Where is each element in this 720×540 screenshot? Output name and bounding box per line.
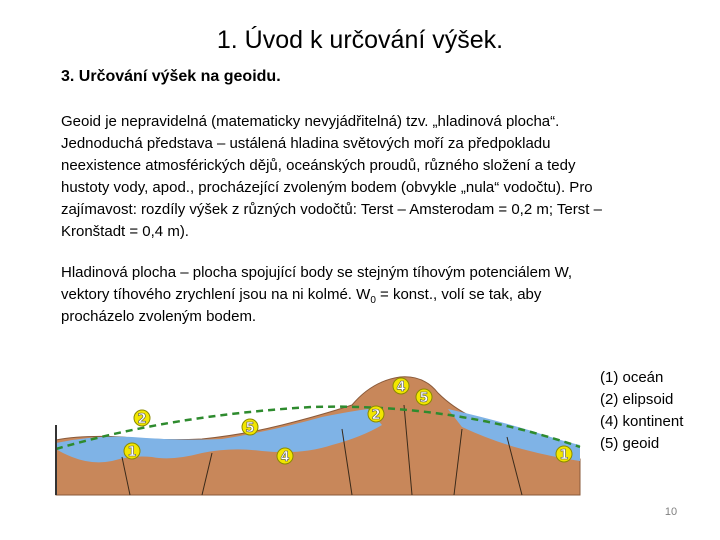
legend-item-ellipsoid: (2) elipsoid xyxy=(600,391,674,408)
section-subtitle: 3. Určování výšek na geoidu. xyxy=(61,68,281,85)
marker-label: 1 xyxy=(127,445,137,460)
marker-label: 4 xyxy=(280,450,290,465)
paragraph-line: Kronštadt = 0,4 m). xyxy=(61,223,189,240)
legend-item-geoid: (5) geoid xyxy=(600,435,660,452)
geoid-diagram xyxy=(52,365,582,497)
paragraph-line: Jednoduchá představa – ustálená hladina světových moří za předpokladu xyxy=(61,135,551,152)
legend-item-ocean: (1) oceán xyxy=(600,369,664,386)
paragraph-line: zajímavost: rozdíly výšek z různých vodočtů: Terst – Amsterodam = 0,2 m; Terst – xyxy=(61,201,602,218)
figure-legend xyxy=(600,367,683,455)
paragraph-line xyxy=(61,284,661,306)
marker-label: 2 xyxy=(137,412,147,427)
marker-label: 4 xyxy=(396,380,406,395)
paragraph-line: procházelo zvoleným bodem. xyxy=(61,308,257,325)
paragraph-geoid-definition xyxy=(61,111,661,243)
marker-label: 5 xyxy=(245,421,255,436)
paragraph-line: neexistence atmosférických dějů, oceánských proudů, různého složení a tedy xyxy=(61,157,576,174)
legend-item-continent: (4) kontinent xyxy=(600,413,684,430)
page-title: 1. Úvod k určování výšek. xyxy=(216,26,504,54)
paragraph-level-surface xyxy=(61,262,661,328)
marker-ellipsoid xyxy=(134,410,150,427)
paragraph-line: Hladinová plocha – plocha spojující body se stejným tíhovým potenciálem W, xyxy=(61,264,573,281)
line-text: = konst., volí se tak, aby xyxy=(375,286,542,303)
marker-label: 1 xyxy=(559,448,569,463)
marker-label: 2 xyxy=(371,408,381,423)
paragraph-line: hustoty vody, apod., procházející zvoleným bodem (obvykle „nula“ vodočtu). Pro xyxy=(61,179,593,196)
paragraph-line: Geoid je nepravidelná (matematicky nevyjádřitelná) tzv. „hladinová plocha“. xyxy=(61,113,560,130)
marker-label: 5 xyxy=(419,391,429,406)
line-text: vektory tíhového zrychlení jsou na ni kolmé. W xyxy=(61,286,371,303)
subscript: 0 xyxy=(370,295,376,306)
page-number: 10 xyxy=(664,506,678,518)
